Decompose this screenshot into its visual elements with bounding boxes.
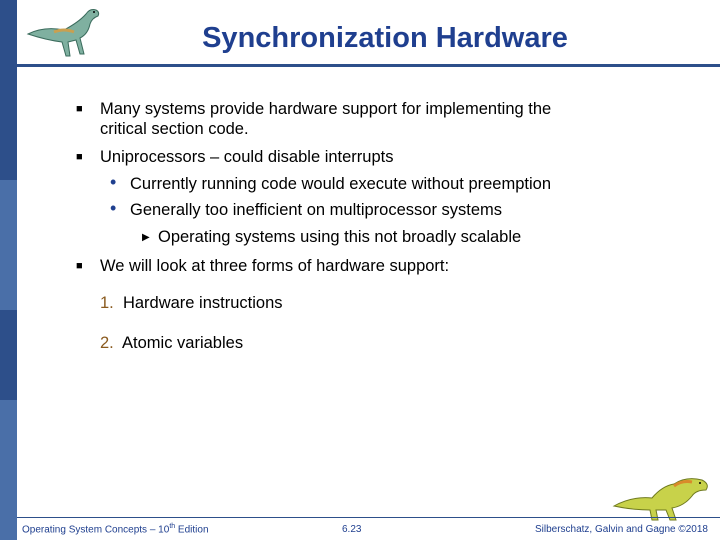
item-text: Atomic variables	[122, 334, 244, 352]
title-underline	[17, 64, 720, 67]
sub-bullet-text: Generally too inefficient on multiprocessor systems	[130, 201, 503, 219]
bullet-text: critical section code.	[100, 120, 249, 138]
square-bullet-icon: ■	[76, 151, 83, 163]
footer-edition-text: Edition	[175, 524, 209, 535]
footer-authors: Silberschatz, Galvin and Gagne ©2018	[534, 524, 708, 535]
triangle-bullet-icon: ▶	[142, 232, 150, 243]
footer-superscript: th	[169, 522, 176, 530]
footer-rule	[17, 517, 720, 518]
square-bullet-icon: ■	[76, 260, 83, 272]
item-number: 2.	[100, 334, 114, 352]
bullet-text: We will look at three forms of hardware support:	[100, 257, 450, 275]
square-bullet-icon: ■	[76, 103, 83, 115]
stripe-segment	[0, 180, 17, 310]
item-text: Hardware instructions	[122, 294, 283, 312]
slide-title: Synchronization Hardware	[202, 22, 568, 54]
dot-bullet-icon: •	[110, 198, 117, 218]
sub-bullet-text: Currently running code would execute without preemption	[130, 175, 551, 193]
numbered-item	[100, 334, 243, 353]
footer-page-number: 6.23	[342, 524, 362, 535]
footer-book-title	[22, 523, 209, 535]
dinosaur-bottom-icon	[612, 466, 712, 522]
bullet-text: Many systems provide hardware support for implementing the	[100, 100, 552, 118]
dinosaur-top-icon	[24, 4, 114, 64]
bullet-text: Uniprocessors – could disable interrupts	[100, 148, 394, 166]
item-number: 1.	[100, 294, 114, 312]
stripe-segment	[0, 400, 17, 540]
footer-book-text: Operating System Concepts – 10	[22, 524, 170, 535]
dot-bullet-icon: •	[110, 172, 117, 192]
numbered-item	[100, 294, 283, 313]
left-stripe	[0, 0, 17, 540]
sub-sub-bullet-text: Operating systems using this not broadly scalable	[158, 228, 522, 246]
